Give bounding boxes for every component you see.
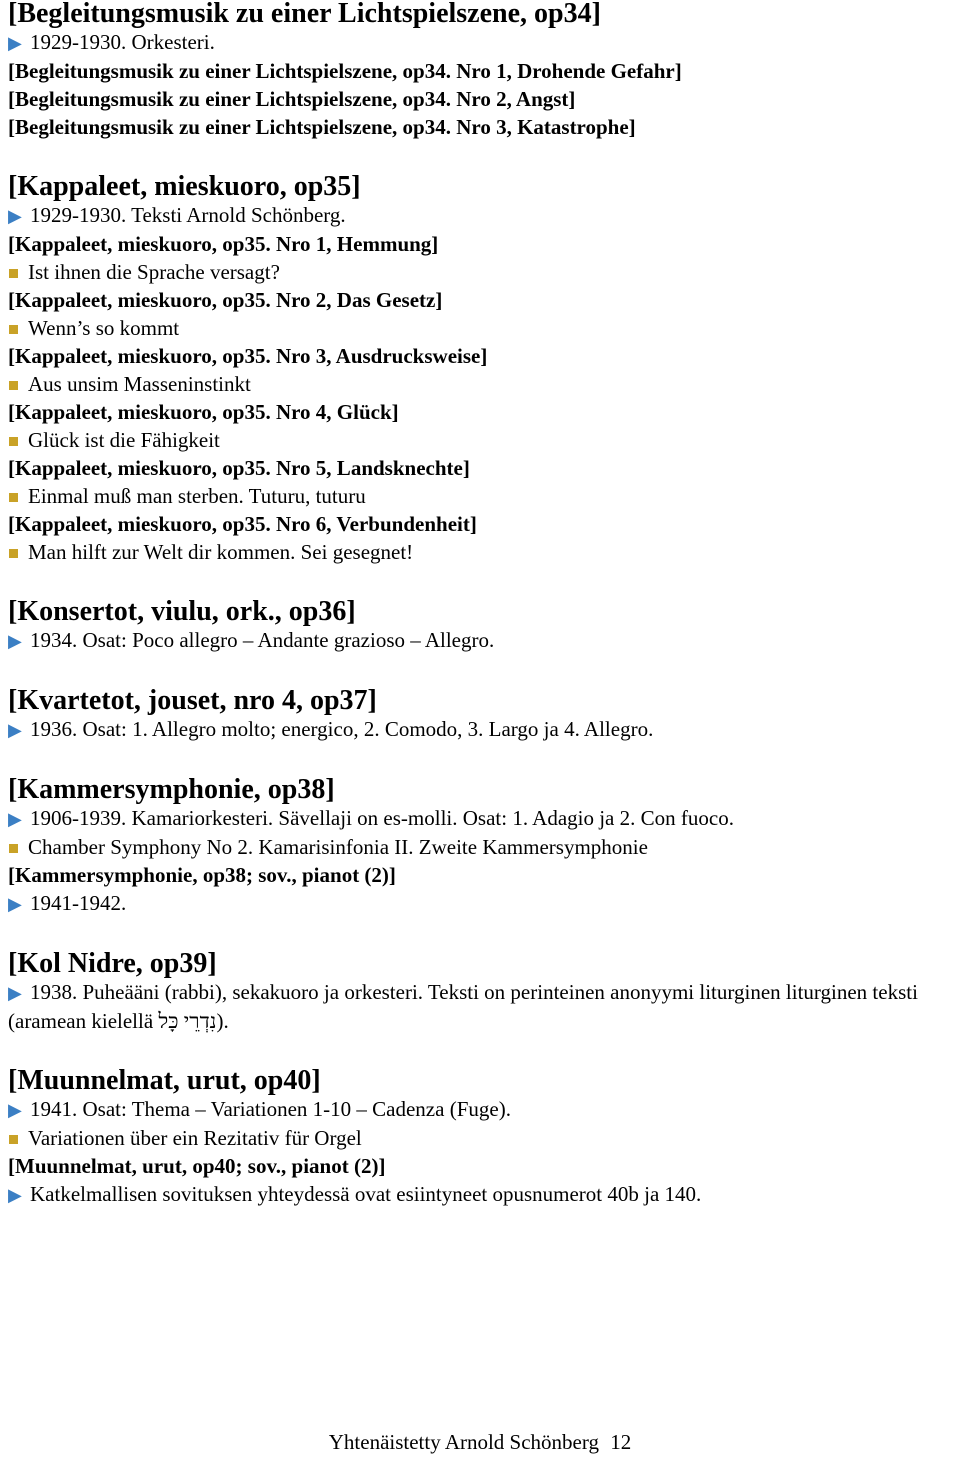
- sub-entry-title: [Begleitungsmusik zu einer Lichtspielszene, op34. Nro 2, Angst]: [8, 87, 576, 111]
- line-text: 1934. Osat: Poco allegro – Andante grazioso – Allegro.: [30, 628, 495, 652]
- work-title: [Muunnelmat, urut, op40]: [8, 1065, 321, 1096]
- alternate-title-line: [8, 314, 958, 342]
- page-number: 12: [610, 1430, 632, 1454]
- line-text: 1906-1939. Kamariorkesteri. Sävellaji on es-molli. Osat: 1. Adagio ja 2. Con fuoco.: [30, 806, 734, 830]
- section-gap: [8, 566, 958, 598]
- work-title: [Kol Nidre, op39]: [8, 948, 217, 979]
- square-bullet-icon: [9, 437, 18, 446]
- right-triangle-arrow-icon: ▶: [8, 1100, 22, 1120]
- page-footer: [0, 1428, 960, 1456]
- right-triangle-arrow-icon: ▶: [8, 809, 22, 829]
- sub-entry-title: [Kappaleet, mieskuoro, op35. Nro 4, Glück]: [8, 400, 399, 424]
- line-text: Glück ist die Fähigkeit: [28, 428, 220, 452]
- sub-entry-title: [Muunnelmat, urut, op40; sov., pianot (2)]: [8, 1154, 386, 1178]
- alternate-title-line: [8, 258, 958, 286]
- line-text: Wenn’s so kommt: [28, 316, 180, 340]
- line-text: 1938. Puheääni (rabbi), sekakuoro ja orkesteri. Teksti on perinteinen anonyymi liturginen liturginen teksti (aramean kielellä נִדְרֵי כָּל).: [8, 980, 918, 1033]
- sub-entry-title: [Kappaleet, mieskuoro, op35. Nro 2, Das Gesetz]: [8, 288, 443, 312]
- info-line: [8, 1180, 958, 1209]
- square-bullet-icon: [9, 381, 18, 390]
- alternate-title-line: [8, 426, 958, 454]
- line-text: 1941. Osat: Thema – Variationen 1-10 – Cadenza (Fuge).: [30, 1097, 511, 1121]
- right-triangle-arrow-icon: ▶: [8, 983, 22, 1003]
- line-text: Man hilft zur Welt dir kommen. Sei gesegnet!: [28, 540, 414, 564]
- line-text: Aus unsim Masseninstinkt: [28, 372, 251, 396]
- square-bullet-icon: [9, 493, 18, 502]
- work-title: [Kammersymphonie, op38]: [8, 774, 335, 805]
- line-text: Chamber Symphony No 2. Kamarisinfonia II. Zweite Kammersymphonie: [28, 835, 648, 859]
- line-text: Variationen über ein Rezitativ für Orgel: [28, 1126, 362, 1150]
- sub-entry-title: [Kappaleet, mieskuoro, op35. Nro 6, Verbundenheit]: [8, 512, 477, 536]
- sub-entry-title: [Begleitungsmusik zu einer Lichtspielszene, op34. Nro 1, Drohende Gefahr]: [8, 59, 682, 83]
- alternate-title-line: [8, 370, 958, 398]
- work-section: [8, 687, 958, 744]
- sub-entry-title: [Kappaleet, mieskuoro, op35. Nro 1, Hemmung]: [8, 232, 439, 256]
- sub-entry-title: [Kappaleet, mieskuoro, op35. Nro 5, Landsknechte]: [8, 456, 470, 480]
- section-gap: [8, 655, 958, 687]
- work-title: [Konsertot, viulu, ork., op36]: [8, 596, 356, 627]
- info-line: [8, 28, 958, 57]
- work-title: [Kvartetot, jouset, nro 4, op37]: [8, 685, 377, 716]
- work-section: [8, 173, 958, 566]
- right-triangle-arrow-icon: ▶: [8, 1185, 22, 1205]
- work-section: [8, 0, 958, 141]
- footer-title: Yhtenäistetty Arnold Schönberg: [328, 1430, 599, 1454]
- info-line: [8, 1095, 958, 1124]
- work-title: [Begleitungsmusik zu einer Lichtspielszene, op34]: [8, 0, 601, 29]
- section-gap: [8, 141, 958, 173]
- work-section: [8, 776, 958, 918]
- line-text: 1929-1930. Orkesteri.: [30, 30, 215, 54]
- line-text: Ist ihnen die Sprache versagt?: [28, 260, 280, 284]
- alternate-title-line: [8, 538, 958, 566]
- line-text: 1936. Osat: 1. Allegro molto; energico, 2. Comodo, 3. Largo ja 4. Allegro.: [30, 717, 654, 741]
- square-bullet-icon: [9, 1135, 18, 1144]
- work-section: [8, 950, 958, 1035]
- square-bullet-icon: [9, 325, 18, 334]
- line-text: 1941-1942.: [30, 891, 127, 915]
- line-text: Katkelmallisen sovituksen yhteydessä ovat esiintyneet opusnumerot 40b ja 140.: [30, 1182, 702, 1206]
- work-title: [Kappaleet, mieskuoro, op35]: [8, 171, 361, 202]
- work-section: [8, 1067, 958, 1209]
- right-triangle-arrow-icon: ▶: [8, 33, 22, 53]
- right-triangle-arrow-icon: ▶: [8, 206, 22, 226]
- right-triangle-arrow-icon: ▶: [8, 894, 22, 914]
- section-gap: [8, 744, 958, 776]
- line-text: Einmal muß man sterben. Tuturu, tuturu: [28, 484, 366, 508]
- info-line: [8, 889, 958, 918]
- right-triangle-arrow-icon: ▶: [8, 631, 22, 651]
- alternate-title-line: [8, 1124, 958, 1152]
- info-line: [8, 201, 958, 230]
- square-bullet-icon: [9, 549, 18, 558]
- work-section: [8, 598, 958, 655]
- info-line: [8, 715, 958, 744]
- section-gap: [8, 918, 958, 950]
- line-text: 1929-1930. Teksti Arnold Schönberg.: [30, 203, 346, 227]
- sub-entry-title: [Begleitungsmusik zu einer Lichtspielszene, op34. Nro 3, Katastrophe]: [8, 115, 636, 139]
- section-gap: [8, 1035, 958, 1067]
- alternate-title-line: [8, 833, 958, 861]
- document-body: [8, 0, 958, 1209]
- right-triangle-arrow-icon: ▶: [8, 720, 22, 740]
- square-bullet-icon: [9, 844, 18, 853]
- info-line: [8, 804, 958, 833]
- square-bullet-icon: [9, 269, 18, 278]
- info-line: [8, 978, 958, 1035]
- alternate-title-line: [8, 482, 958, 510]
- info-line: [8, 626, 958, 655]
- sub-entry-title: [Kammersymphonie, op38; sov., pianot (2)]: [8, 863, 396, 887]
- sub-entry-title: [Kappaleet, mieskuoro, op35. Nro 3, Ausdrucksweise]: [8, 344, 488, 368]
